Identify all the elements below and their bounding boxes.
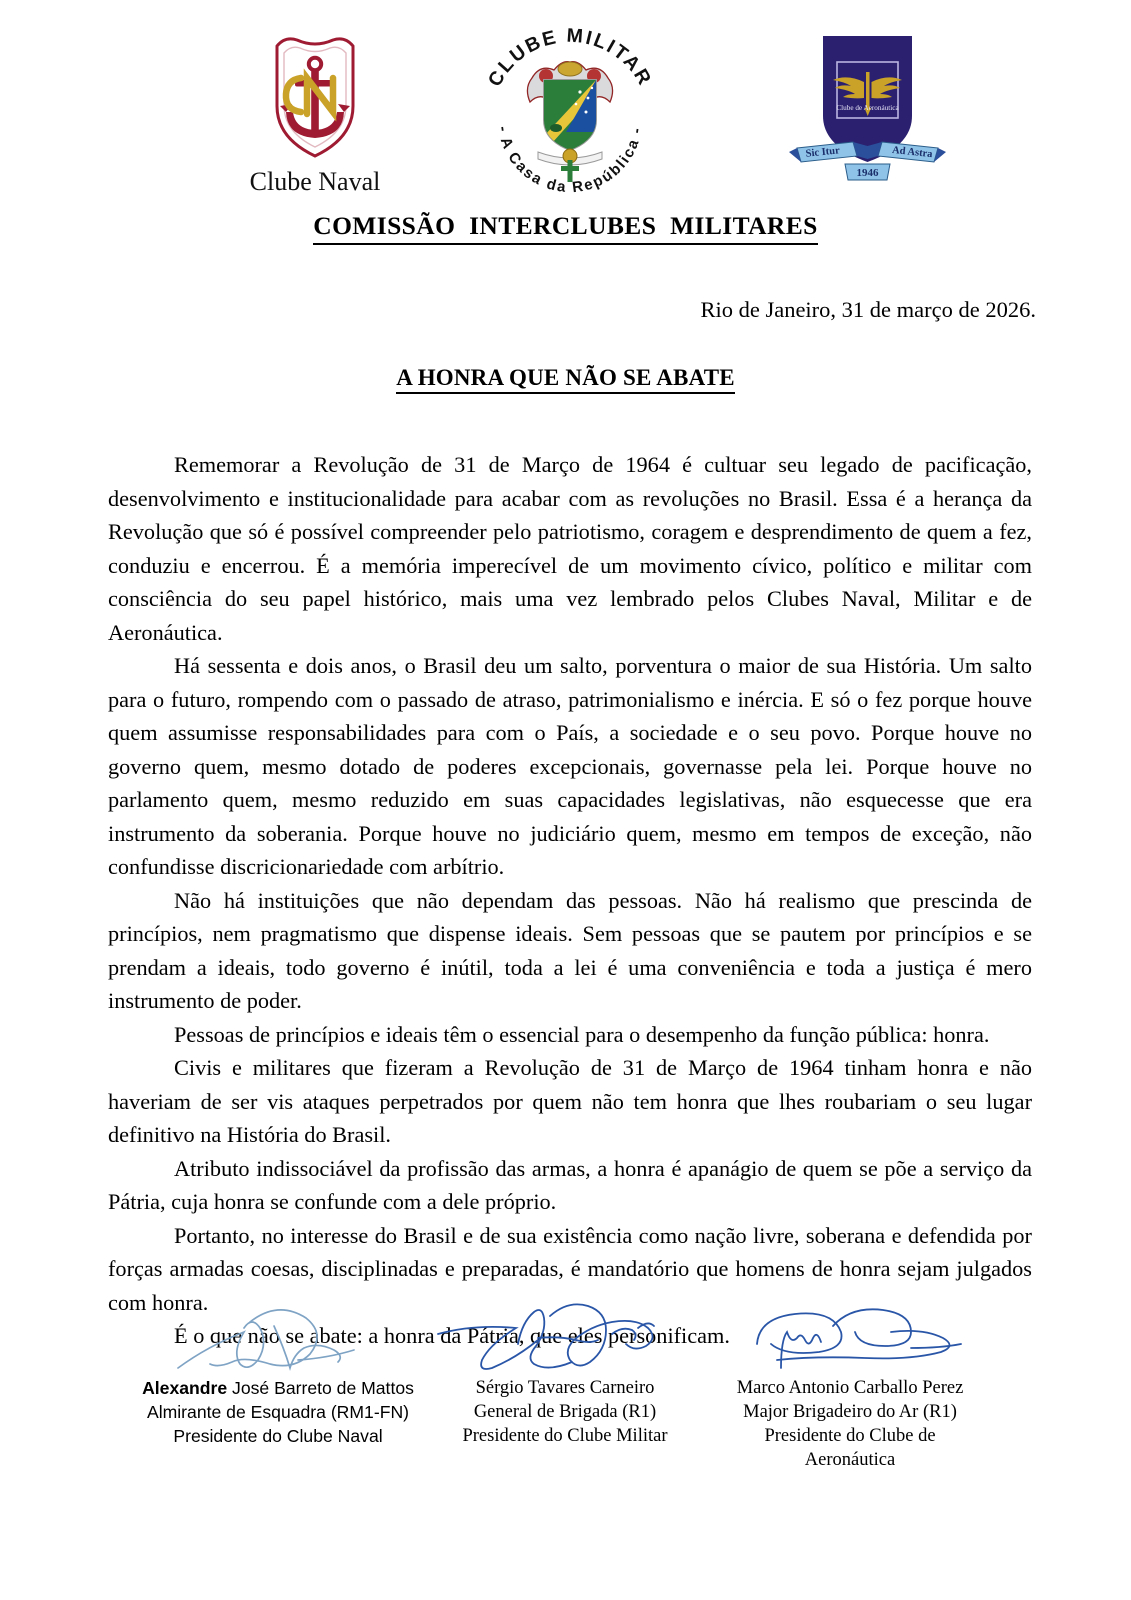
signature-name	[128, 1376, 428, 1400]
signature-mark-sergio	[430, 1288, 700, 1376]
paragraph: É o que não se abate: a honra da Pátria, que eles personificam.	[174, 1323, 730, 1348]
signature-rank: Major Brigadeiro do Ar (R1)	[743, 1402, 957, 1422]
clube-aeronautica-shield-icon	[775, 28, 960, 193]
clube-aeronautica-logo	[775, 28, 960, 193]
signature-rank: General de Brigada (R1)	[473, 1402, 657, 1422]
date-line: Rio de Janeiro, 31 de março de 2026.	[700, 297, 1036, 322]
paragraph: Há sessenta e dois anos, o Brasil deu um salto, porventura o maior de sua História. Um salto para o futuro, rompendo com o passado de atraso, patrimonialismo e inércia. E só o fez porque houve quem assumisse responsabilidades para com o País, a sociedade e o seu povo. Porque houve no governo quem, mesmo dotado de poderes excepcionais, governasse pela lei. Porque houve no parlamento quem, mesmo reduzido em suas capacidades legislativas, não esquecesse que era instrumento da soberania. Porque houve no judiciário quem, mesmo em tempos de exceção, não confundisse discricionariedade com arbítrio.	[108, 653, 1032, 879]
clube-naval-caption: Clube Naval	[249, 167, 381, 196]
clube-aeronautica-year: 1946	[856, 167, 879, 179]
clube-aeronautica-shield-text: Clube de Aeronáutica	[836, 104, 899, 112]
signature-names-sergio	[430, 1376, 700, 1448]
signature-block	[0, 1288, 1131, 1548]
clube-aeronautica-motto-right: Ad Astra	[891, 144, 933, 161]
paragraph: Não há instituições que não dependam das pessoas. Não há realismo que prescinda de princípios, nem pragmatismo que dispense ideais. Sem pessoas que se pautem por princípios e se prendam a ideais, todo governo é inútil, toda a lei é uma conveniência e toda a justiça é mero instrumento de poder.	[108, 887, 1032, 1013]
signature-alexandre	[128, 1288, 428, 1448]
clube-militar-ring-bottom: - A Casa da República -	[494, 125, 646, 193]
clube-militar-logo	[470, 28, 670, 193]
signature-marco	[700, 1288, 1000, 1472]
signature-names-marco	[700, 1376, 1000, 1472]
paragraph: Civis e militares que fizeram a Revolução de 31 de Março de 1964 tinham honra e não haveriam de ser vis ataques perpetrados por quem não tem honra que lhes roubariam o seu lugar definitivo na História do Brasil.	[108, 1055, 1032, 1147]
paragraph: Portanto, no interesse do Brasil e de sua existência como nação livre, soberana e defendida por forças armadas coesas, disciplinadas e preparadas, é mandatório que homens de honra sejam julgados com honra.	[108, 1222, 1032, 1315]
signature-name-rest: José Barreto de Mattos	[227, 1378, 414, 1398]
paragraph: Pessoas de princípios e ideais têm o essencial para o desempenho da função pública: honra.	[174, 1021, 990, 1047]
signature-mark-alexandre	[128, 1288, 428, 1376]
clube-militar-seal-icon	[470, 28, 670, 193]
clube-militar-ring-top: CLUBE MILITAR	[483, 28, 657, 91]
clube-naval-logo	[215, 28, 415, 196]
signature-role: Presidente do Clube Naval	[173, 1426, 383, 1446]
clube-aeronautica-motto-left: Sic Itur	[805, 145, 841, 160]
signature-role: Presidente do Clube Militar	[462, 1426, 668, 1446]
logo-header	[0, 28, 1131, 196]
signature-names-alexandre	[128, 1376, 428, 1448]
signature-rank: Almirante de Esquadra (RM1-FN)	[146, 1402, 410, 1422]
paragraph: Atributo indissociável da profissão das armas, a honra é apanágio de quem se põe a serviço da Pátria, cuja honra se confunde com a dele próprio.	[108, 1155, 1032, 1214]
signature-name-bold: Alexandre	[142, 1378, 228, 1398]
signature-name: Marco Antonio Carballo Perez	[736, 1378, 964, 1398]
paragraph: Rememorar a Revolução de 31 de Março de 1964 é cultuar seu legado de pacificação, desenvolvimento e institucionalidade para acabar com as revoluções no Brasil. Essa é a herança da Revolução que só é possível compreender pelo patriotismo, coragem e desprendimento de quem a fez, conduziu e encerrou. É a memória imperecível de um movimento cívico, político e militar com consciência do seu papel histórico, mais uma vez lembrado pelos Clubes Naval, Militar e de Aeronáutica.	[108, 452, 1032, 645]
signature-sergio	[430, 1288, 700, 1448]
signature-role: Presidente do Clube de	[764, 1426, 936, 1446]
headline	[0, 365, 1131, 391]
page-title	[0, 211, 1131, 241]
signature-mark-marco	[700, 1288, 1000, 1376]
signature-name: Sérgio Tavares Carneiro	[475, 1378, 655, 1398]
signature-role-2: Aeronáutica	[804, 1450, 896, 1470]
headline-text: A HONRA QUE NÃO SE ABATE	[396, 365, 735, 394]
document-body	[108, 448, 1032, 1353]
page-title-text: COMISSÃO INTERCLUBES MILITARES	[313, 211, 817, 245]
